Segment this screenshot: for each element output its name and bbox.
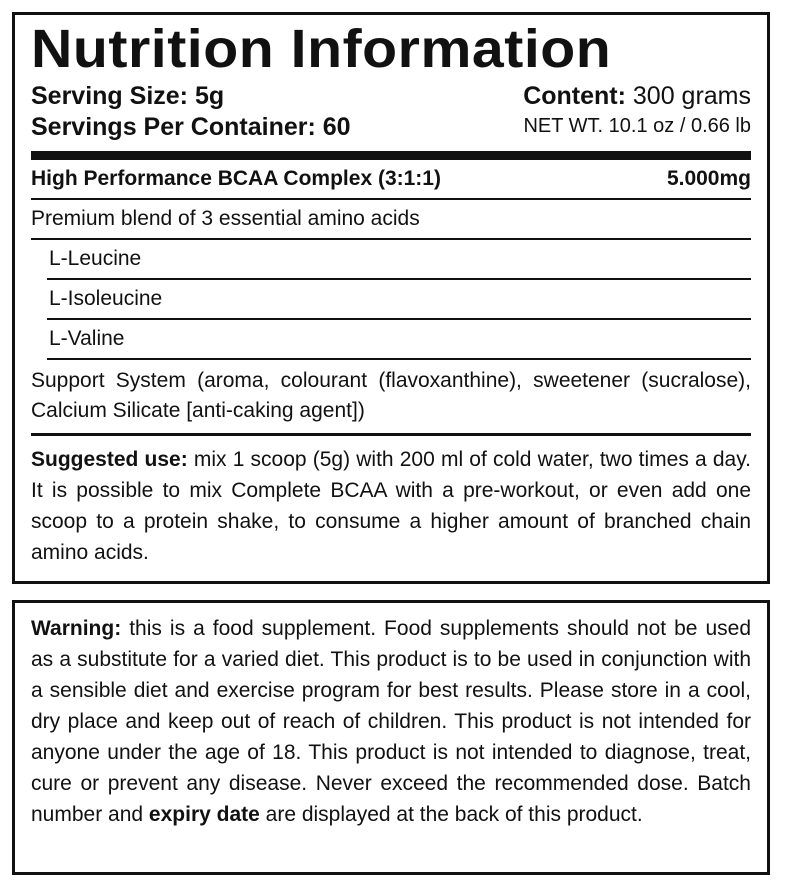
suggested-use-text: mix 1 scoop (5g) with 200 ml of cold water, two times a day. It is possible to mix Complete BCAA with a pre-workout, or even add one scoop to a protein shake, to consume a higher amount of branched chain amino acids. bbox=[31, 448, 751, 564]
content-value: 300 grams bbox=[625, 82, 751, 110]
blend-text: Premium blend of 3 essential amino acids bbox=[31, 207, 420, 230]
content-amount bbox=[523, 81, 751, 112]
warning-label: Warning: bbox=[31, 617, 122, 640]
support-system-row bbox=[31, 360, 751, 436]
amino-acid-name: L-Isoleucine bbox=[49, 287, 163, 310]
nutrition-title: Nutrition Information bbox=[31, 19, 612, 79]
serving-details bbox=[31, 81, 351, 143]
warning-text: this is a food supplement. Food supplements should not be used as a substitute for a varied diet. This product is to be used in conjunction with a sensible diet and exercise program for best results. Please store in a cool, dry place and keep out of reach of children. This product is not intended for anyone under the age of 18. This product is not intended to diagnose, treat, cure or prevent any disease. Never exceed the recommended dose. Batch number and bbox=[31, 617, 751, 826]
amino-acid-row bbox=[47, 240, 751, 280]
serving-size: Serving Size: 5g bbox=[31, 82, 225, 110]
complex-row bbox=[31, 160, 751, 200]
servings-per-container: Servings Per Container: 60 bbox=[31, 113, 351, 141]
serving-info bbox=[31, 79, 751, 145]
support-system-text: Support System (aroma, colourant (flavoxanthine), sweetener (sucralose), Calcium Silicate [anti-caking agent]) bbox=[31, 369, 751, 422]
content-details bbox=[523, 81, 751, 140]
amino-acid-row bbox=[47, 320, 751, 360]
suggested-use bbox=[31, 444, 751, 568]
amino-acid-name: L-Valine bbox=[49, 327, 125, 350]
amino-acid-name: L-Leucine bbox=[49, 247, 142, 270]
expiry-date-label: expiry date bbox=[148, 803, 260, 826]
complex-amount: 5.000mg bbox=[666, 167, 751, 190]
net-weight: NET WT. 10.1 oz / 0.66 lb bbox=[523, 115, 751, 137]
complex-name: High Performance BCAA Complex (3:1:1) bbox=[31, 167, 441, 190]
warning-panel bbox=[12, 600, 770, 875]
nutrition-panel bbox=[12, 12, 770, 584]
blend-row bbox=[31, 200, 751, 240]
suggested-use-label: Suggested use: bbox=[31, 448, 188, 471]
warning-text-block bbox=[31, 613, 751, 830]
thick-divider bbox=[31, 151, 751, 160]
amino-acid-row bbox=[47, 280, 751, 320]
expiry-text: are displayed at the back of this product. bbox=[259, 803, 643, 826]
content-label: Content: bbox=[523, 82, 626, 110]
